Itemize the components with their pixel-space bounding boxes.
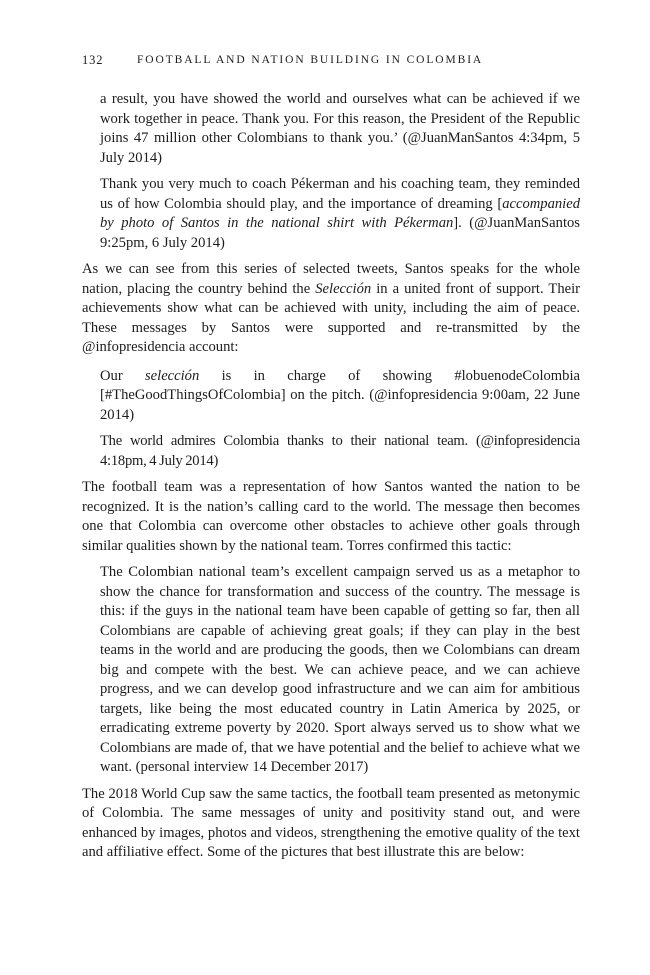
quote-text: Our (100, 367, 145, 384)
running-title: FOOTBALL AND NATION BUILDING IN COLOMBIA (137, 54, 484, 66)
paragraph-text: As we can see from this series of selected tweets, Santos speaks for the whole nation, placing the country behind the (82, 261, 580, 297)
block-quote-tweet-continued: a result, you have showed the world and ourselves what can be achieved if we work together in peace. Thank you. For this reason, the President of the Republic joins 47 million other Colombians to thank you.’ (@JuanManSantos 4:34pm, 5 July 2014) (100, 91, 580, 166)
running-header (82, 50, 580, 70)
book-page (82, 50, 580, 863)
block-quote-tweet-world-admires: The world admires Colombia thanks to their national team. (@infopresidencia 4:18pm, 4 July 2014) (100, 433, 580, 469)
block-quote-tweet-seleccion (100, 367, 580, 426)
paragraph-2018-world-cup: The 2018 World Cup saw the same tactics, the football team presented as metonymic of Colombia. The same messages of unity and positivity stand out, and were enhanced by images, photos and videos, strengthening the emotive quality of the text and affiliative effect. Some of the pictures that best illustrate this are below: (82, 785, 580, 860)
quote-text: is in charge of showing #lobuenodeColombia [#TheGoodThingsOfColombia] on the pitch. (@infopresidencia 9:00am, 22 June 2014) (100, 367, 580, 423)
italic-term: Selección (315, 280, 372, 297)
italic-term: selección (144, 367, 200, 384)
editorial-note: accompanied by photo of Santos in the national shirt with Pékerman (100, 195, 580, 231)
block-quote-tweet-pekerman (100, 175, 580, 253)
block-quote-torres-interview: The Colombian national team’s excellent campaign served us as a metaphor to show the chance for transformation and success of the country. The message is this: if the guys in the national team have been capable of getting so far, then all Colombians are capable of achieving great goals; if they can play in the best teams in the world and are producing the goods, then we Colombians can dream big and compete with the best. We can achieve peace, and we can achieve progress, and we can develop good infrastructure and we can aim for ambitious targets, like being the most educated country in Latin America by 2025, or erradicating extreme poverty by 2020. Sport always served us to show what we Colombians are made of, that we have potential and the belief to achieve what we want. (personal interview 14 December 2017) (100, 564, 580, 775)
body-text (82, 90, 580, 863)
quote-citation: ]. (@JuanManSantos 9:25pm, 6 July 2014) (100, 215, 580, 251)
paragraph-selected-tweets (82, 260, 580, 358)
paragraph-text: in a united front of support. Their achievements show what can be achieved with unity, including the aim of peace. These messages by Santos were supported and re-transmitted by the @infopresidencia account: (82, 280, 581, 355)
paragraph-calling-card: The football team was a representation of how Santos wanted the nation to be recognized. It is the nation’s calling card to the world. The message then becomes one that Colombia can overcome other obstacles to achieve other goals through similar qualities shown by the national team. Torres confirmed this tactic: (82, 479, 580, 554)
quote-text: Thank you very much to coach Pékerman and his coaching team, they reminded us of how Colombia should play, and the importance of dreaming [ (100, 176, 580, 212)
page-number: 132 (82, 53, 104, 67)
